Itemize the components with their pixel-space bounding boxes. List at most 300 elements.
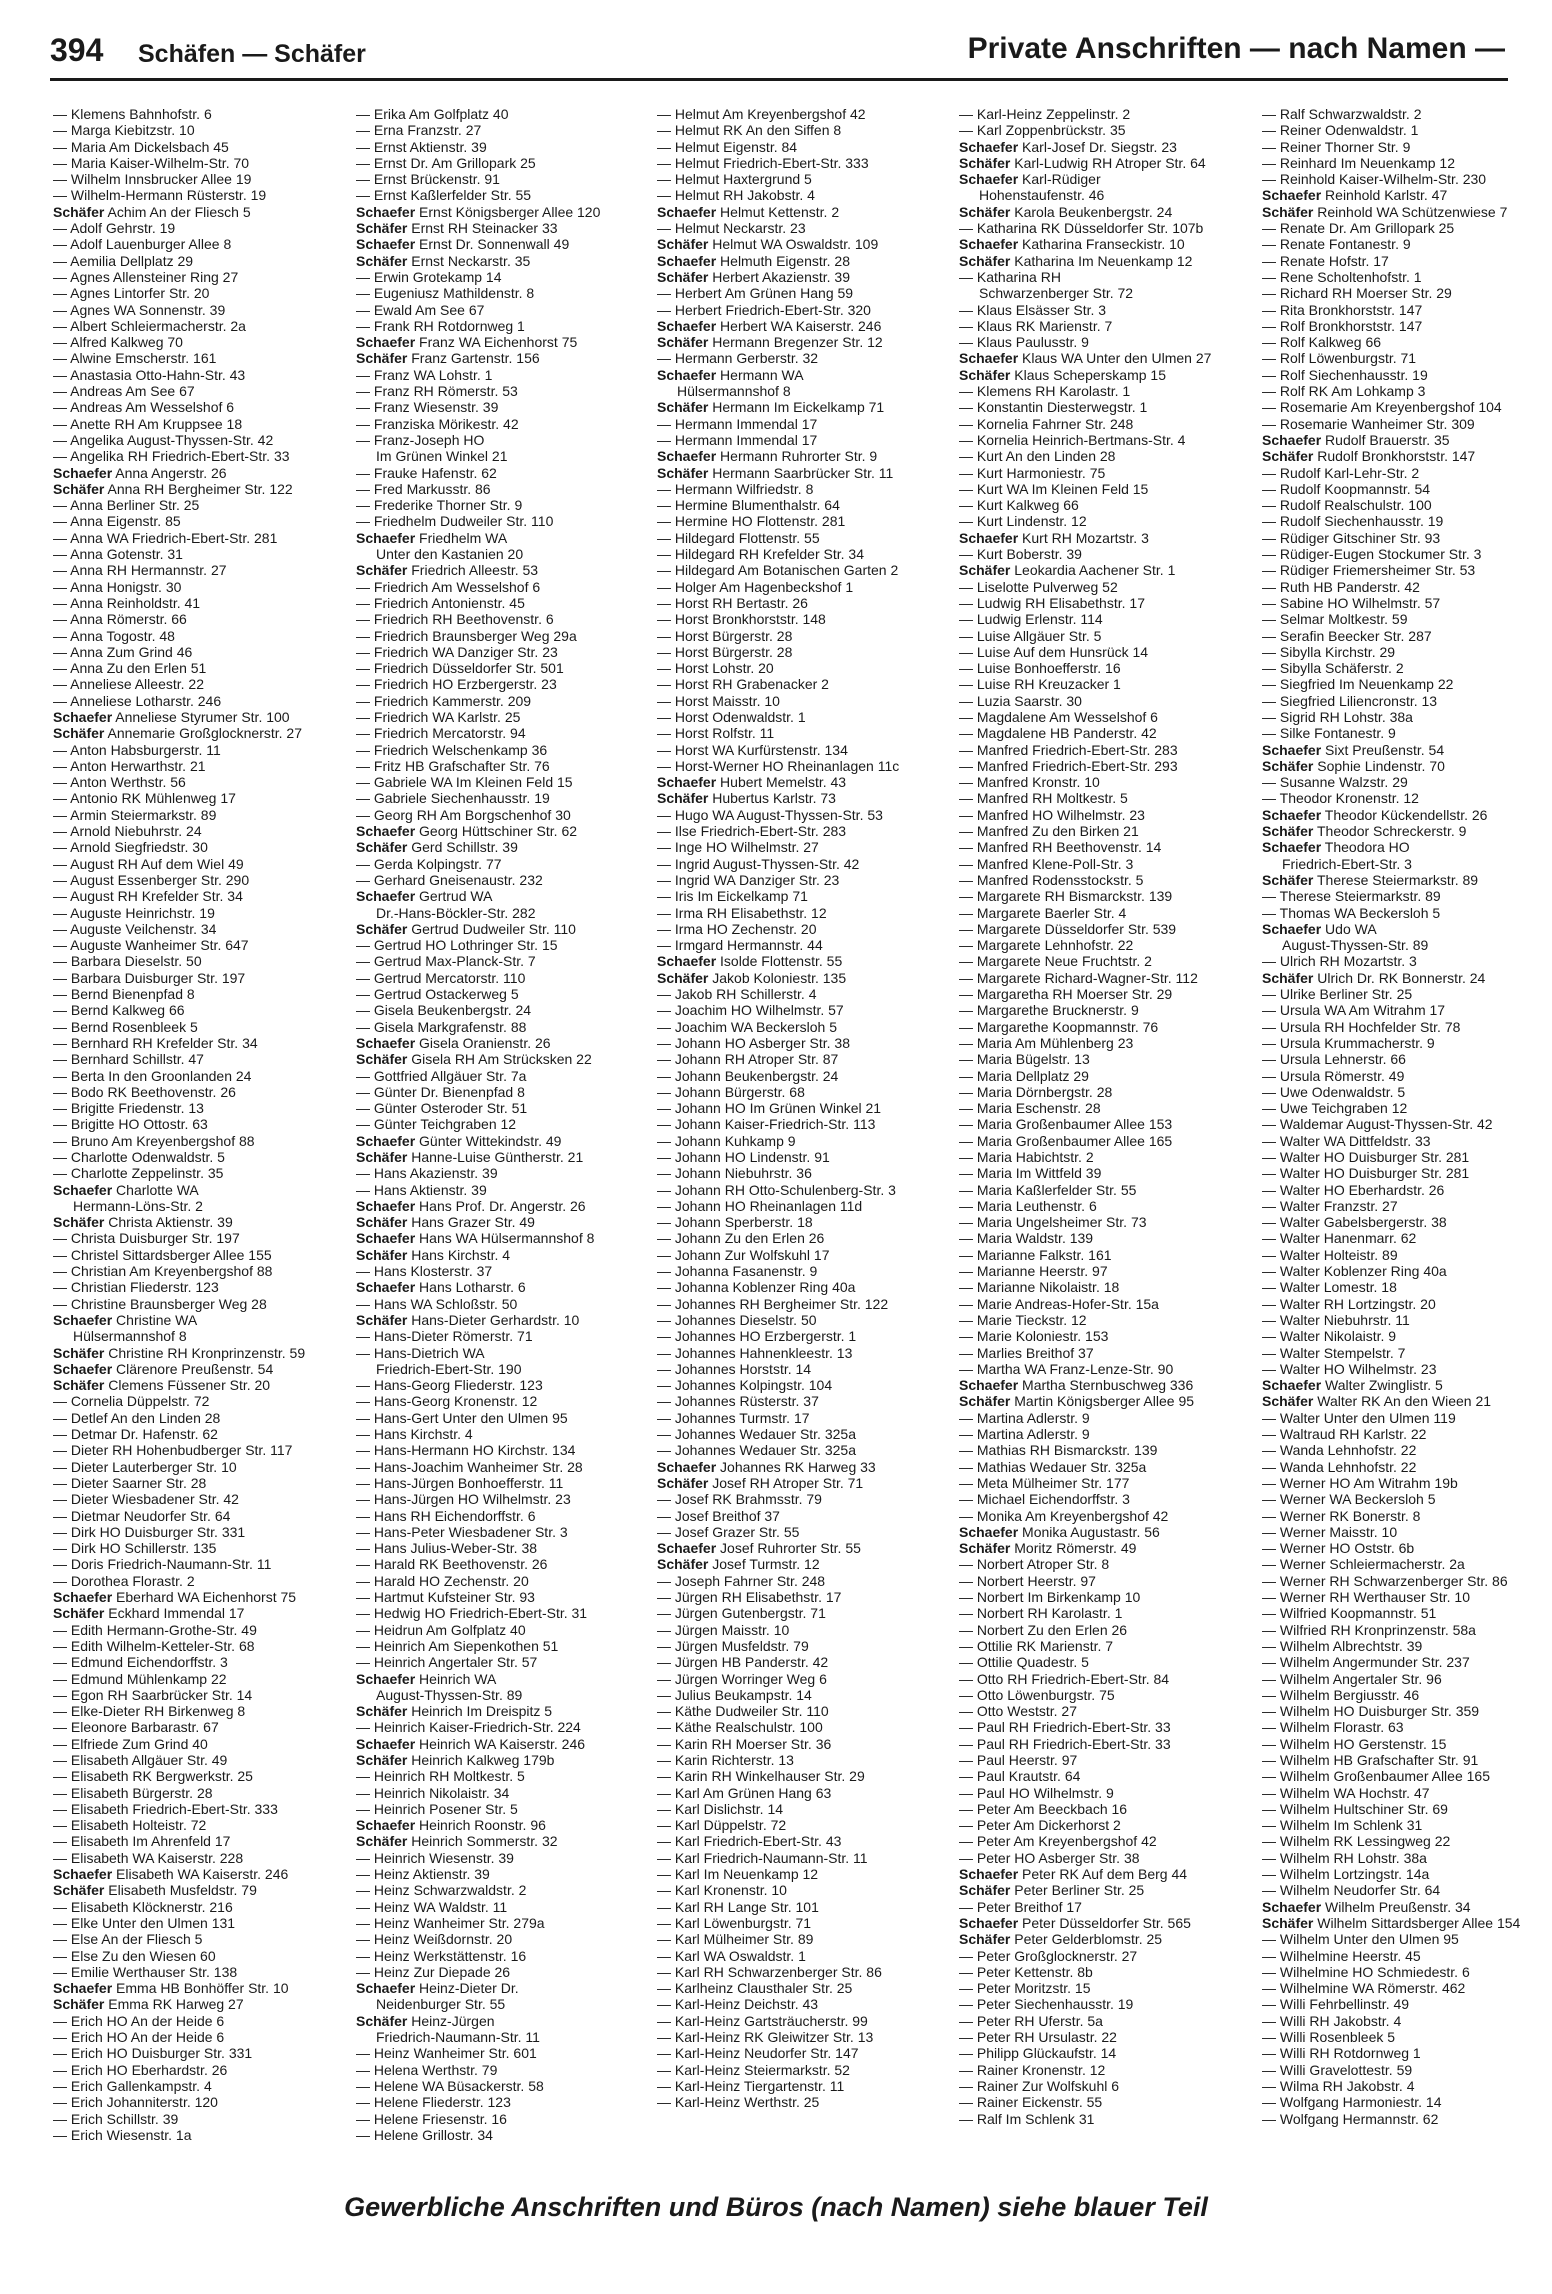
directory-entry: Hohenstaufenstr. 46 xyxy=(979,187,1105,204)
directory-entry: — Cornelia Düppelstr. 72 xyxy=(53,1393,210,1410)
directory-entry: — Horst Lohstr. 20 xyxy=(657,660,774,677)
directory-entry: Schaefer Gisela Oranienstr. 26 xyxy=(356,1034,551,1051)
directory-entry: — Joachim HO Wilhelmstr. 57 xyxy=(657,1002,844,1019)
directory-entry: — Margarete RH Bismarckstr. 139 xyxy=(959,888,1173,905)
directory-entry: — Reiner Thorner Str. 9 xyxy=(1262,138,1411,155)
directory-entry: — Gisela Markgrafenstr. 88 xyxy=(356,1018,527,1035)
directory-entry: — Elisabeth RK Bergwerkstr. 25 xyxy=(53,1768,253,1785)
directory-entry: Schaefer Wilhelm Preußenstr. 34 xyxy=(1262,1898,1471,1915)
directory-entry: Schaefer Gertrud WA xyxy=(356,888,493,905)
directory-entry: Schaefer Reinhold Karlstr. 47 xyxy=(1262,187,1448,204)
directory-entry: — Johannes HO Erzbergerstr. 1 xyxy=(657,1328,857,1345)
directory-entry: — Johann Kaiser-Friedrich-Str. 113 xyxy=(657,1116,876,1133)
directory-entry: — Rainer Kronenstr. 12 xyxy=(959,2061,1106,2078)
directory-entry: — Hildegard Am Botanischen Garten 2 xyxy=(657,562,899,579)
directory-entry: — Friedrich Mercatorstr. 94 xyxy=(356,725,526,742)
directory-entry: Schäfer Emma RK Harweg 27 xyxy=(53,1996,244,2013)
directory-entry: — Karl Friedrich-Ebert-Str. 43 xyxy=(657,1833,842,1850)
directory-entry: — Wilhelmine Heerstr. 45 xyxy=(1262,1947,1421,1964)
directory-entry: — Edith Hermann-Grothe-Str. 49 xyxy=(53,1621,257,1638)
directory-entry: — Ulrich RH Mozartstr. 3 xyxy=(1262,953,1417,970)
directory-entry: — Monika Am Kreyenbergshof 42 xyxy=(959,1507,1169,1524)
directory-entry: — Josef Breithof 37 xyxy=(657,1507,780,1524)
directory-entry: — Marianne Falkstr. 161 xyxy=(959,1246,1112,1263)
directory-entry: — Gertrud Mercatorstr. 110 xyxy=(356,969,526,986)
directory-entry: — Rosemarie Am Kreyenbergshof 104 xyxy=(1262,399,1502,416)
directory-entry: — Manfred Friedrich-Ebert-Str. 293 xyxy=(959,757,1178,774)
directory-entry: Schaefer Ernst Dr. Sonnenwall 49 xyxy=(356,236,570,253)
directory-entry: — Elfriede Zum Grind 40 xyxy=(53,1735,208,1752)
directory-entry: — Elke Unter den Ulmen 131 xyxy=(53,1914,236,1931)
directory-entry: — Anastasia Otto-Hahn-Str. 43 xyxy=(53,366,246,383)
directory-entry: — Maria Dellplatz 29 xyxy=(959,1067,1089,1084)
directory-entry: Schäfer Gerd Schillstr. 39 xyxy=(356,839,518,856)
directory-entry: — Marlies Breithof 37 xyxy=(959,1344,1094,1361)
directory-entry: — Johann HO Rheinanlagen 11d xyxy=(657,1197,863,1214)
directory-entry: — Ernst Dr. Am Grillopark 25 xyxy=(356,154,536,171)
directory-entry: — Walter Gabelsbergerstr. 38 xyxy=(1262,1214,1447,1231)
directory-entry: — Luise RH Kreuzacker 1 xyxy=(959,676,1121,693)
directory-entry: — Michael Eichendorffstr. 3 xyxy=(959,1491,1130,1508)
directory-entry: — Wanda Lehnhofstr. 22 xyxy=(1262,1458,1417,1475)
directory-entry: Schäfer Peter Gelderblomstr. 25 xyxy=(959,1931,1163,1948)
directory-entry: Schaefer Anneliese Styrumer Str. 100 xyxy=(53,708,290,725)
directory-entry: Schaefer Helmuth Eigenstr. 28 xyxy=(657,252,851,269)
directory-entry: — Elisabeth Allgäuer Str. 49 xyxy=(53,1751,228,1768)
directory-entry: Schäfer Martin Königsberger Allee 95 xyxy=(959,1393,1195,1410)
directory-entry: — Wilhelm Großenbaumer Allee 165 xyxy=(1262,1768,1490,1785)
directory-entry: — Marianne Heerstr. 97 xyxy=(959,1263,1108,1280)
directory-entry: — Richard RH Moerser Str. 29 xyxy=(1262,285,1452,302)
directory-entry: Schäfer Heinrich Sommerstr. 32 xyxy=(356,1833,558,1850)
directory-entry: Schaefer Emma HB Bonhöffer Str. 10 xyxy=(53,1980,289,1997)
directory-entry: — Walter Koblenzer Ring 40a xyxy=(1262,1263,1447,1280)
directory-entry: — Christian Am Kreyenbergshof 88 xyxy=(53,1263,273,1280)
directory-entry: Schäfer Ulrich Dr. RK Bonnerstr. 24 xyxy=(1262,969,1486,986)
directory-entry: — Adolf Gehrstr. 19 xyxy=(53,220,176,237)
directory-entry: — Paul RH Friedrich-Ebert-Str. 33 xyxy=(959,1735,1171,1752)
directory-entry: — Rüdiger Gitschiner Str. 93 xyxy=(1262,529,1441,546)
directory-entry: — Sibylla Schäferstr. 2 xyxy=(1262,660,1404,677)
directory-entry: — August RH Auf dem Wiel 49 xyxy=(53,855,244,872)
directory-entry: — Joachim WA Beckersloh 5 xyxy=(657,1018,837,1035)
directory-entry: — Heinz Weißdornstr. 20 xyxy=(356,1931,513,1948)
directory-entry: Schäfer Gisela RH Am Strücksken 22 xyxy=(356,1051,592,1068)
directory-entry: — Ursula RH Hochfelder Str. 78 xyxy=(1262,1018,1461,1035)
directory-entry: — Jakob RH Schillerstr. 4 xyxy=(657,986,817,1003)
directory-entry: — Horst Bürgerstr. 28 xyxy=(657,643,793,660)
directory-entry: — Walter Lomestr. 18 xyxy=(1262,1279,1397,1296)
directory-entry: — Else Zu den Wiesen 60 xyxy=(53,1947,216,1964)
directory-entry: — Günter Teichgraben 12 xyxy=(356,1116,517,1133)
directory-entry: — Ernst Kaßlerfelder Str. 55 xyxy=(356,187,532,204)
directory-entry: — Klaus RK Marienstr. 7 xyxy=(959,317,1113,334)
directory-entry: — Kornelia Heinrich-Bertmans-Str. 4 xyxy=(959,431,1186,448)
directory-entry: — Hans Aktienstr. 39 xyxy=(356,1181,487,1198)
directory-entry: — Ludwig RH Elisabethstr. 17 xyxy=(959,594,1145,611)
directory-entry: Schäfer Clemens Füssener Str. 20 xyxy=(53,1377,271,1394)
directory-entry: — Jürgen Musfeldstr. 79 xyxy=(657,1637,809,1654)
directory-entry: — Manfred RH Moltkestr. 5 xyxy=(959,790,1128,807)
directory-entry: Schaefer Hans Lotharstr. 6 xyxy=(356,1279,526,1296)
directory-entry: — Walter HO Duisburger Str. 281 xyxy=(1262,1165,1470,1182)
directory-entry: — Horst Bronkhorststr. 148 xyxy=(657,611,826,628)
directory-entry: — Erna Franzstr. 27 xyxy=(356,122,482,139)
directory-entry: — Johannes Wedauer Str. 325a xyxy=(657,1442,856,1459)
directory-entry: — Werner HO Am Witrahm 19b xyxy=(1262,1474,1458,1491)
directory-entry: — Erich Gallenkampstr. 4 xyxy=(53,2077,212,2094)
directory-entry: — Johanna Koblenzer Ring 40a xyxy=(657,1279,856,1296)
directory-entry: Schäfer Leokardia Aachener Str. 1 xyxy=(959,562,1176,579)
directory-entry: — Manfred Klene-Poll-Str. 3 xyxy=(959,855,1134,872)
directory-entry: — Auguste Wanheimer Str. 647 xyxy=(53,937,249,954)
directory-entry: Schaefer Eberhard WA Eichenhorst 75 xyxy=(53,1589,297,1606)
directory-entry: — Gertrud HO Lothringer Str. 15 xyxy=(356,937,558,954)
directory-entry: — Willi RH Jakobstr. 4 xyxy=(1262,2012,1402,2029)
page-number: 394 xyxy=(50,32,104,68)
directory-entry: — Helene Grillostr. 34 xyxy=(356,2126,493,2143)
directory-entry: — Walter HO Wilhelmstr. 23 xyxy=(1262,1360,1437,1377)
directory-entry: — Helmut Friedrich-Ebert-Str. 333 xyxy=(657,154,869,171)
directory-entry: Neidenburger Str. 55 xyxy=(376,1996,506,2013)
directory-entry: — Heidrun Am Golfplatz 40 xyxy=(356,1621,526,1638)
directory-entry: — Anna Zu den Erlen 51 xyxy=(53,660,207,677)
directory-entry: — Ursula Römerstr. 49 xyxy=(1262,1067,1405,1084)
directory-entry: — Christel Sittardsberger Allee 155 xyxy=(53,1246,272,1263)
directory-entry: Schaefer Josef Ruhrorter Str. 55 xyxy=(657,1540,861,1557)
directory-entry: — Liselotte Pulverweg 52 xyxy=(959,578,1118,595)
directory-entry: — Anton Werthstr. 56 xyxy=(53,774,186,791)
directory-entry: — Wilhelm Bergiusstr. 46 xyxy=(1262,1686,1420,1703)
directory-entry: — Johann RH Otto-Schulenberg-Str. 3 xyxy=(657,1181,896,1198)
directory-entry: — Margarete Neue Fruchtstr. 2 xyxy=(959,953,1152,970)
section-title: Private Anschriften — nach Namen — xyxy=(967,32,1505,65)
directory-entry: — Helmut RH Jakobstr. 4 xyxy=(657,187,815,204)
directory-entry: — Konstantin Diesterwegstr. 1 xyxy=(959,399,1148,416)
directory-entry: — Werner RH Werthauser Str. 10 xyxy=(1262,1589,1470,1606)
directory-entry: — Margaretha RH Moerser Str. 29 xyxy=(959,986,1173,1003)
directory-entry: Schaefer Heinz-Dieter Dr. xyxy=(356,1980,519,1997)
directory-entry: August-Thyssen-Str. 89 xyxy=(1282,937,1429,954)
directory-entry: — Bruno Am Kreyenbergshof 88 xyxy=(53,1132,255,1149)
directory-entry: — Ursula WA Am Witrahm 17 xyxy=(1262,1002,1446,1019)
directory-entry: — Paul Krautstr. 64 xyxy=(959,1768,1081,1785)
directory-entry: — Johannes RH Bergheimer Str. 122 xyxy=(657,1295,889,1312)
directory-entry: — Wilhelm Hultschiner Str. 69 xyxy=(1262,1800,1448,1817)
directory-entry: — Johannes Kolpingstr. 104 xyxy=(657,1377,833,1394)
directory-entry: — Wilhelm HB Grafschafter Str. 91 xyxy=(1262,1751,1479,1768)
directory-entry: — Günter Dr. Bienenpfad 8 xyxy=(356,1083,525,1100)
directory-entry: — Theodor Kronenstr. 12 xyxy=(1262,790,1419,807)
directory-entry: — Karin Richterstr. 13 xyxy=(657,1751,794,1768)
directory-entry: — Maria Dörnbergstr. 28 xyxy=(959,1083,1113,1100)
directory-entry: — Wilhelm Unter den Ulmen 95 xyxy=(1262,1931,1459,1948)
directory-entry: Schäfer Heinrich Im Dreispitz 5 xyxy=(356,1703,553,1720)
directory-entry: — Werner WA Beckersloh 5 xyxy=(1262,1491,1436,1508)
directory-entry: — Anna Reinholdstr. 41 xyxy=(53,594,201,611)
directory-entry: — Josef Grazer Str. 55 xyxy=(657,1523,800,1540)
directory-entry: Hülsermannshof 8 xyxy=(677,383,791,400)
directory-entry: — Johann RH Atroper Str. 87 xyxy=(657,1051,839,1068)
directory-entry: — Katharina RH xyxy=(959,268,1061,285)
directory-entry: — Norbert RH Karolastr. 1 xyxy=(959,1605,1123,1622)
header-title: Schäfen — Schäfer xyxy=(138,40,366,68)
directory-entry: Schaefer Hans WA Hülsermannshof 8 xyxy=(356,1230,595,1247)
directory-entry: Schaefer Hans Prof. Dr. Angerstr. 26 xyxy=(356,1197,586,1214)
directory-entry: — Uwe Teichgraben 12 xyxy=(1262,1100,1408,1117)
directory-entry: — Therese Steiermarkstr. 89 xyxy=(1262,888,1441,905)
directory-entry: — Johann Zu den Erlen 26 xyxy=(657,1230,825,1247)
directory-entry: — Maria Großenbaumer Allee 153 xyxy=(959,1116,1173,1133)
directory-entry: — Wilhelmine WA Römerstr. 462 xyxy=(1262,1980,1466,1997)
directory-entry: — Waltraud RH Karlstr. 22 xyxy=(1262,1426,1427,1443)
directory-entry: — Friedrich Braunsberger Weg 29a xyxy=(356,627,577,644)
directory-entry: — Walter HO Eberhardstr. 26 xyxy=(1262,1181,1445,1198)
directory-entry: — Erich Schillstr. 39 xyxy=(53,2110,179,2127)
directory-entry: — Gertrud Ostackerweg 5 xyxy=(356,986,519,1003)
directory-entry: — Kurt WA Im Kleinen Feld 15 xyxy=(959,480,1149,497)
directory-entry: — Wilhelm HO Duisburger Str. 359 xyxy=(1262,1703,1480,1720)
directory-entry: — Margarethe Koopmannstr. 76 xyxy=(959,1018,1159,1035)
directory-entry: — Willi Rosenbleek 5 xyxy=(1262,2029,1396,2046)
column-1 xyxy=(53,106,348,2143)
directory-entry: Schaefer Franz WA Eichenhorst 75 xyxy=(356,334,578,351)
directory-entry: — Karin RH Moerser Str. 36 xyxy=(657,1735,832,1752)
directory-entry: — Hans-Peter Wiesbadener Str. 3 xyxy=(356,1523,568,1540)
directory-entry: — Wilhelm Florastr. 63 xyxy=(1262,1719,1404,1736)
directory-entry: — Kornelia Fahrner Str. 248 xyxy=(959,415,1134,432)
directory-entry: — Magdalene HB Panderstr. 42 xyxy=(959,725,1157,742)
directory-entry: — Gisela Beukenbergstr. 24 xyxy=(356,1002,532,1019)
directory-entry: — Norbert Zu den Erlen 26 xyxy=(959,1621,1128,1638)
directory-entry: — Anette RH Am Kruppsee 18 xyxy=(53,415,243,432)
directory-entry: — Dirk HO Schillerstr. 135 xyxy=(53,1540,217,1557)
directory-entry: — Erika Am Golfplatz 40 xyxy=(356,106,509,122)
directory-entry: — Peter Am Kreyenbergshof 42 xyxy=(959,1833,1157,1850)
directory-entry: Schaefer Heinrich Roonstr. 96 xyxy=(356,1817,546,1834)
directory-entry: — Mathias RH Bismarckstr. 139 xyxy=(959,1442,1158,1459)
directory-entry: — Wilhelm Albrechtstr. 39 xyxy=(1262,1637,1423,1654)
directory-entry: — Maria Am Mühlenberg 23 xyxy=(959,1034,1134,1051)
directory-entry: — Wilhelm Angermunder Str. 237 xyxy=(1262,1654,1470,1671)
directory-entry: — Ernst Aktienstr. 39 xyxy=(356,138,487,155)
directory-entry: Schäfer Herbert Akazienstr. 39 xyxy=(657,268,850,285)
directory-entry: Schaefer Theodor Kückendellstr. 26 xyxy=(1262,806,1488,823)
directory-entry: — Maria Bügelstr. 13 xyxy=(959,1051,1090,1068)
directory-entry: Hülsermannshof 8 xyxy=(73,1328,187,1345)
directory-entry: Schaefer Rudolf Brauerstr. 35 xyxy=(1262,431,1450,448)
directory-entry: — Wilhelm Neudorfer Str. 64 xyxy=(1262,1882,1441,1899)
directory-entry: — Auguste Veilchenstr. 34 xyxy=(53,920,217,937)
directory-entry: — Maria Großenbaumer Allee 165 xyxy=(959,1132,1173,1149)
directory-entry: — Ernst Brückenstr. 91 xyxy=(356,171,500,188)
directory-entry: — Hugo WA August-Thyssen-Str. 53 xyxy=(657,806,883,823)
directory-entry: — Werner RK Bonerstr. 8 xyxy=(1262,1507,1421,1524)
directory-entry: — Brigitte Friedenstr. 13 xyxy=(53,1100,204,1117)
directory-entry: — Friedrich Welschenkamp 36 xyxy=(356,741,548,758)
directory-entry: — Silke Fontanestr. 9 xyxy=(1262,725,1396,742)
directory-entry: — Elisabeth Im Ahrenfeld 17 xyxy=(53,1833,231,1850)
directory-entry: — Heinz WA Waldstr. 11 xyxy=(356,1898,508,1915)
directory-entry: — Heinrich Nikolaistr. 34 xyxy=(356,1784,510,1801)
directory-entry: — Eleonore Barbarastr. 67 xyxy=(53,1719,219,1736)
directory-entry: — Johannes Wedauer Str. 325a xyxy=(657,1426,856,1443)
directory-entry: Schaefer Peter RK Auf dem Berg 44 xyxy=(959,1866,1188,1883)
directory-entry: — Ralf Schwarzwaldstr. 2 xyxy=(1262,106,1422,122)
directory-entry: — Hans-Georg Fliederstr. 123 xyxy=(356,1377,543,1394)
directory-entry: — Angelika August-Thyssen-Str. 42 xyxy=(53,431,274,448)
directory-entry: — Rolf RK Am Lohkamp 3 xyxy=(1262,383,1426,400)
directory-entry: — Helena Werthstr. 79 xyxy=(356,2061,498,2078)
directory-entry: — Horst Odenwaldstr. 1 xyxy=(657,708,806,725)
directory-entry: August-Thyssen-Str. 89 xyxy=(376,1686,523,1703)
directory-entry: Schäfer Friedrich Alleestr. 53 xyxy=(356,562,539,579)
directory-entry: — Wilhelm-Hermann Rüsterstr. 19 xyxy=(53,187,267,204)
directory-entry: — Heinz Zur Diepade 26 xyxy=(356,1963,511,1980)
directory-entry: — Elke-Dieter RH Birkenweg 8 xyxy=(53,1703,246,1720)
directory-entry: Schäfer Josef RH Atroper Str. 71 xyxy=(657,1474,864,1491)
directory-entry: — Brigitte HO Ottostr. 63 xyxy=(53,1116,208,1133)
directory-entry: — Harald RK Beethovenstr. 26 xyxy=(356,1556,548,1573)
directory-entry: — Walter Franzstr. 27 xyxy=(1262,1197,1398,1214)
directory-entry: — Rolf Bronkhorststr. 147 xyxy=(1262,317,1423,334)
directory-entry: — Sigrid RH Lohstr. 38a xyxy=(1262,708,1413,725)
directory-entry: — Karl-Heinz Deichstr. 43 xyxy=(657,1996,819,2013)
directory-entry: — Agnes Allensteiner Ring 27 xyxy=(53,268,239,285)
directory-entry: — Julius Beukampstr. 14 xyxy=(657,1686,812,1703)
directory-entry: — Wilhelm RK Lessingweg 22 xyxy=(1262,1833,1451,1850)
directory-entry: — Hermine HO Flottenstr. 281 xyxy=(657,513,846,530)
directory-entry: — Margarete Baerler Str. 4 xyxy=(959,904,1127,921)
directory-entry: — Elisabeth Klöcknerstr. 216 xyxy=(53,1898,233,1915)
directory-entry: — August Essenberger Str. 290 xyxy=(53,871,250,888)
directory-entry: — Sabine HO Wilhelmstr. 57 xyxy=(1262,594,1441,611)
directory-entry: — Rolf Löwenburgstr. 71 xyxy=(1262,350,1417,367)
directory-entry: — Karl-Heinz RK Gleiwitzer Str. 13 xyxy=(657,2029,874,2046)
directory-entry: — Hedwig HO Friedrich-Ebert-Str. 31 xyxy=(356,1605,588,1622)
directory-entry: — Peter Moritzstr. 15 xyxy=(959,1980,1091,1997)
directory-entry: Schaefer Sixt Preußenstr. 54 xyxy=(1262,741,1445,758)
directory-entry: — Agnes WA Sonnenstr. 39 xyxy=(53,301,226,318)
directory-entry: Schaefer Günter Wittekindstr. 49 xyxy=(356,1132,562,1149)
directory-entry: — Helene WA Büsackerstr. 58 xyxy=(356,2077,544,2094)
directory-entry: — Helmut Am Kreyenbergshof 42 xyxy=(657,106,866,122)
directory-entry: — Fred Markusstr. 86 xyxy=(356,480,491,497)
directory-entry: — Helmut Neckarstr. 23 xyxy=(657,220,806,237)
directory-entry: — Gabriele WA Im Kleinen Feld 15 xyxy=(356,774,573,791)
directory-entry: — Marie Andreas-Hofer-Str. 15a xyxy=(959,1295,1159,1312)
directory-entry: — Heinz Wanheimer Str. 601 xyxy=(356,2045,537,2062)
directory-entry: — Karl Löwenburgstr. 71 xyxy=(657,1914,812,1931)
directory-entry: — Karl RH Lange Str. 101 xyxy=(657,1898,819,1915)
directory-entry: — Walter Nikolaistr. 9 xyxy=(1262,1328,1397,1345)
directory-entry: — Irma RH Elisabethstr. 12 xyxy=(657,904,827,921)
directory-entry: — Siegfried Im Neuenkamp 22 xyxy=(1262,676,1454,693)
directory-entry: Schäfer Karl-Ludwig RH Atroper Str. 64 xyxy=(959,154,1206,171)
column-4 xyxy=(959,106,1254,2127)
directory-entry: — Karl Am Grünen Hang 63 xyxy=(657,1784,832,1801)
directory-entry: — Karlheinz Clausthaler Str. 25 xyxy=(657,1980,853,1997)
directory-entry: — Friedrich Am Wesselshof 6 xyxy=(356,578,541,595)
directory-entry: — Kurt Kalkweg 66 xyxy=(959,497,1079,514)
directory-entry: — Manfred RH Beethovenstr. 14 xyxy=(959,839,1162,856)
directory-entry: — Heinz Wanheimer Str. 279a xyxy=(356,1914,545,1931)
directory-entry: Schäfer Josef Turmstr. 12 xyxy=(657,1556,820,1573)
directory-entry: — Wilhelm HO Gerstenstr. 15 xyxy=(1262,1735,1447,1752)
directory-entry: — Heinrich Angertaler Str. 57 xyxy=(356,1654,538,1671)
directory-entry: Schaefer Johannes RK Harweg 33 xyxy=(657,1458,876,1475)
directory-entry: — Charlotte Odenwaldstr. 5 xyxy=(53,1149,225,1165)
directory-entry: — Christine Braunsberger Weg 28 xyxy=(53,1295,267,1312)
directory-entry: — Heinz Werkstättenstr. 16 xyxy=(356,1947,527,1964)
directory-entry: — Barbara Dieselstr. 50 xyxy=(53,953,202,970)
directory-entry: — Anna Berliner Str. 25 xyxy=(53,497,200,514)
directory-entry: — Johann Sperberstr. 18 xyxy=(657,1214,813,1231)
directory-entry: — Friedrich Antonienstr. 45 xyxy=(356,594,525,611)
footer-note: Gewerbliche Anschriften und Büros (nach Namen) siehe blauer Teil xyxy=(344,2192,1208,2222)
directory-entry: — Dieter RH Hohenbudberger Str. 117 xyxy=(53,1442,293,1459)
directory-entry: — Franziska Mörikestr. 42 xyxy=(356,415,519,432)
directory-entry: — Helene Fliederstr. 123 xyxy=(356,2094,511,2111)
directory-entry: — Walter WA Dittfeldstr. 33 xyxy=(1262,1132,1431,1149)
directory-entry: — Adolf Lauenburger Allee 8 xyxy=(53,236,232,253)
directory-entry: — Wilhelm Im Schlenk 31 xyxy=(1262,1817,1423,1834)
directory-entry: — Gottfried Allgäuer Str. 7a xyxy=(356,1067,527,1084)
directory-entry: — Karl Düppelstr. 72 xyxy=(657,1817,787,1834)
directory-entry: Im Grünen Winkel 21 xyxy=(376,448,508,465)
directory-entry: — Bernhard RH Krefelder Str. 34 xyxy=(53,1034,258,1051)
page-header xyxy=(50,32,1505,78)
directory-entry: — Karl Friedrich-Naumann-Str. 11 xyxy=(657,1849,868,1866)
directory-entry: Schäfer Gertrud Dudweiler Str. 110 xyxy=(356,920,576,937)
directory-entry: — Norbert Heerstr. 97 xyxy=(959,1572,1096,1589)
directory-entry: Schäfer Franz Gartenstr. 156 xyxy=(356,350,540,367)
directory-entry: — Heinz Aktienstr. 39 xyxy=(356,1866,490,1883)
directory-entry: — Helmut Haxtergrund 5 xyxy=(657,171,812,188)
directory-entry: — Horst RH Grabenacker 2 xyxy=(657,676,829,693)
directory-entry: — Egon RH Saarbrücker Str. 14 xyxy=(53,1686,253,1703)
directory-entry: — Werner HO Oststr. 6b xyxy=(1262,1540,1415,1557)
directory-entry: — Ilse Friedrich-Ebert-Str. 283 xyxy=(657,823,847,840)
directory-entry: Schäfer Hermann Saarbrücker Str. 11 xyxy=(657,464,894,481)
directory-entry: — Bodo RK Beethovenstr. 26 xyxy=(53,1083,236,1100)
directory-entry: Friedrich-Naumann-Str. 11 xyxy=(376,2029,540,2046)
directory-entry: — Horst Rolfstr. 11 xyxy=(657,725,775,742)
directory-entry: — Anneliese Alleestr. 22 xyxy=(53,676,204,693)
directory-entry: — Helene Friesenstr. 16 xyxy=(356,2110,507,2127)
directory-entry: Schäfer Elisabeth Musfeldstr. 79 xyxy=(53,1882,257,1899)
directory-entry: Schäfer Moritz Römerstr. 49 xyxy=(959,1540,1137,1557)
directory-entry: — Wolfgang Harmoniestr. 14 xyxy=(1262,2094,1442,2111)
directory-entry: — Auguste Heinrichstr. 19 xyxy=(53,904,215,921)
directory-entry: Schäfer Wilhelm Sittardsberger Allee 154 xyxy=(1262,1914,1521,1931)
directory-entry: — Willi RH Rotdornweg 1 xyxy=(1262,2045,1421,2062)
directory-entry: Schäfer Rudolf Bronkhorststr. 147 xyxy=(1262,448,1476,465)
directory-entry: — Hans WA Schloßstr. 50 xyxy=(356,1295,518,1312)
directory-entry: — Peter RH Ursulastr. 22 xyxy=(959,2029,1117,2046)
directory-entry: — Edith Wilhelm-Ketteler-Str. 68 xyxy=(53,1637,255,1654)
directory-entry: — Johann Kuhkamp 9 xyxy=(657,1132,796,1149)
directory-entry: — Anna Honigstr. 30 xyxy=(53,578,182,595)
directory-entry: — Otto RH Friedrich-Ebert-Str. 84 xyxy=(959,1670,1170,1687)
directory-entry: — Christa Duisburger Str. 197 xyxy=(53,1230,240,1247)
directory-entry: — Paul Heerstr. 97 xyxy=(959,1751,1078,1768)
directory-entry: — Sibylla Kirchstr. 29 xyxy=(1262,643,1396,660)
directory-entry: — Luise Bonhoefferstr. 16 xyxy=(959,660,1121,677)
directory-entry: Friedrich-Ebert-Str. 3 xyxy=(1282,855,1412,872)
directory-entry: — Friedrich WA Karlstr. 25 xyxy=(356,708,521,725)
directory-entry: — Anna Römerstr. 66 xyxy=(53,611,187,628)
